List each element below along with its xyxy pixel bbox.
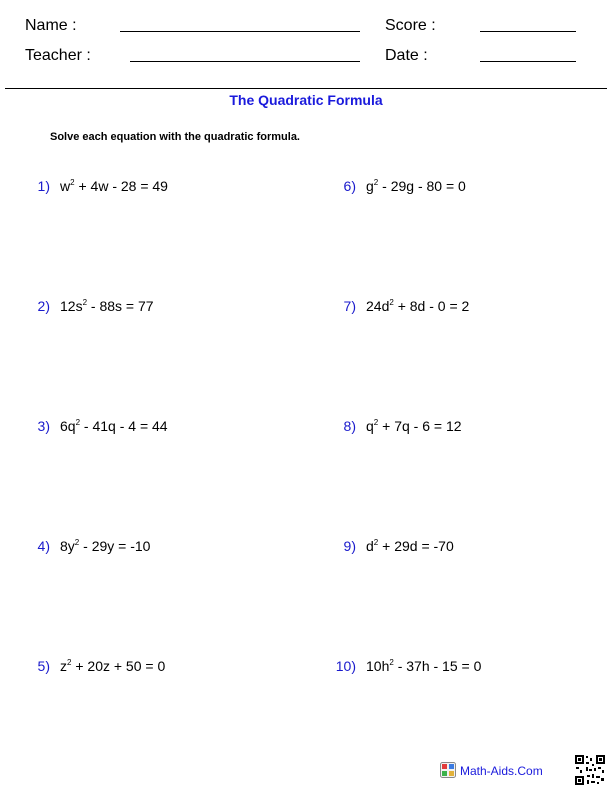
qr-code-icon [574,754,606,786]
score-label: Score : [385,17,436,34]
problem-number: 6) [343,178,356,194]
name-label: Name : [25,17,77,34]
equation: $8y^2 - 29y = -10$ [60,538,151,554]
date-label: Date : [385,47,428,64]
score-line[interactable] [480,31,576,32]
problem-number: 3) [37,418,50,434]
teacher-line[interactable] [130,61,360,62]
equation: $d^2 + 29d = -70$ [366,538,454,554]
name-line[interactable] [120,31,360,32]
problem-number: 2) [37,298,50,314]
problem-number: 1) [37,178,50,194]
equation: $z^2 + 20z + 50 = 0$ [60,658,166,674]
equation: $q^2 + 7q - 6 = 12$ [366,418,462,434]
equation: $24d^2 + 8d - 0 = 2$ [366,298,470,314]
calculator-icon [440,762,456,778]
equation: $g^2 - 29g - 80 = 0$ [366,178,466,194]
instructions: Solve each equation with the quadratic formula. [50,131,300,143]
problem-number: 9) [343,538,356,554]
problem-number: 10) [335,658,356,674]
page-title: The Quadratic Formula [229,92,383,108]
problem-number: 4) [37,538,50,554]
equation: $10h^2 - 37h - 15 = 0$ [366,658,482,674]
math-aids-logo[interactable] [440,762,543,778]
problem-number: 8) [343,418,356,434]
teacher-label: Teacher : [25,47,91,64]
problem-number: 7) [343,298,356,314]
date-line[interactable] [480,61,576,62]
problem-number: 5) [37,658,50,674]
logo-text: Math-Aids.Com [460,764,543,778]
header-divider [5,88,607,89]
equation: $w^2 + 4w - 28 = 49$ [60,178,168,194]
equation: $6q^2 - 41q - 4 = 44$ [60,418,168,434]
equation: $12s^2 - 88s = 77$ [60,298,154,314]
